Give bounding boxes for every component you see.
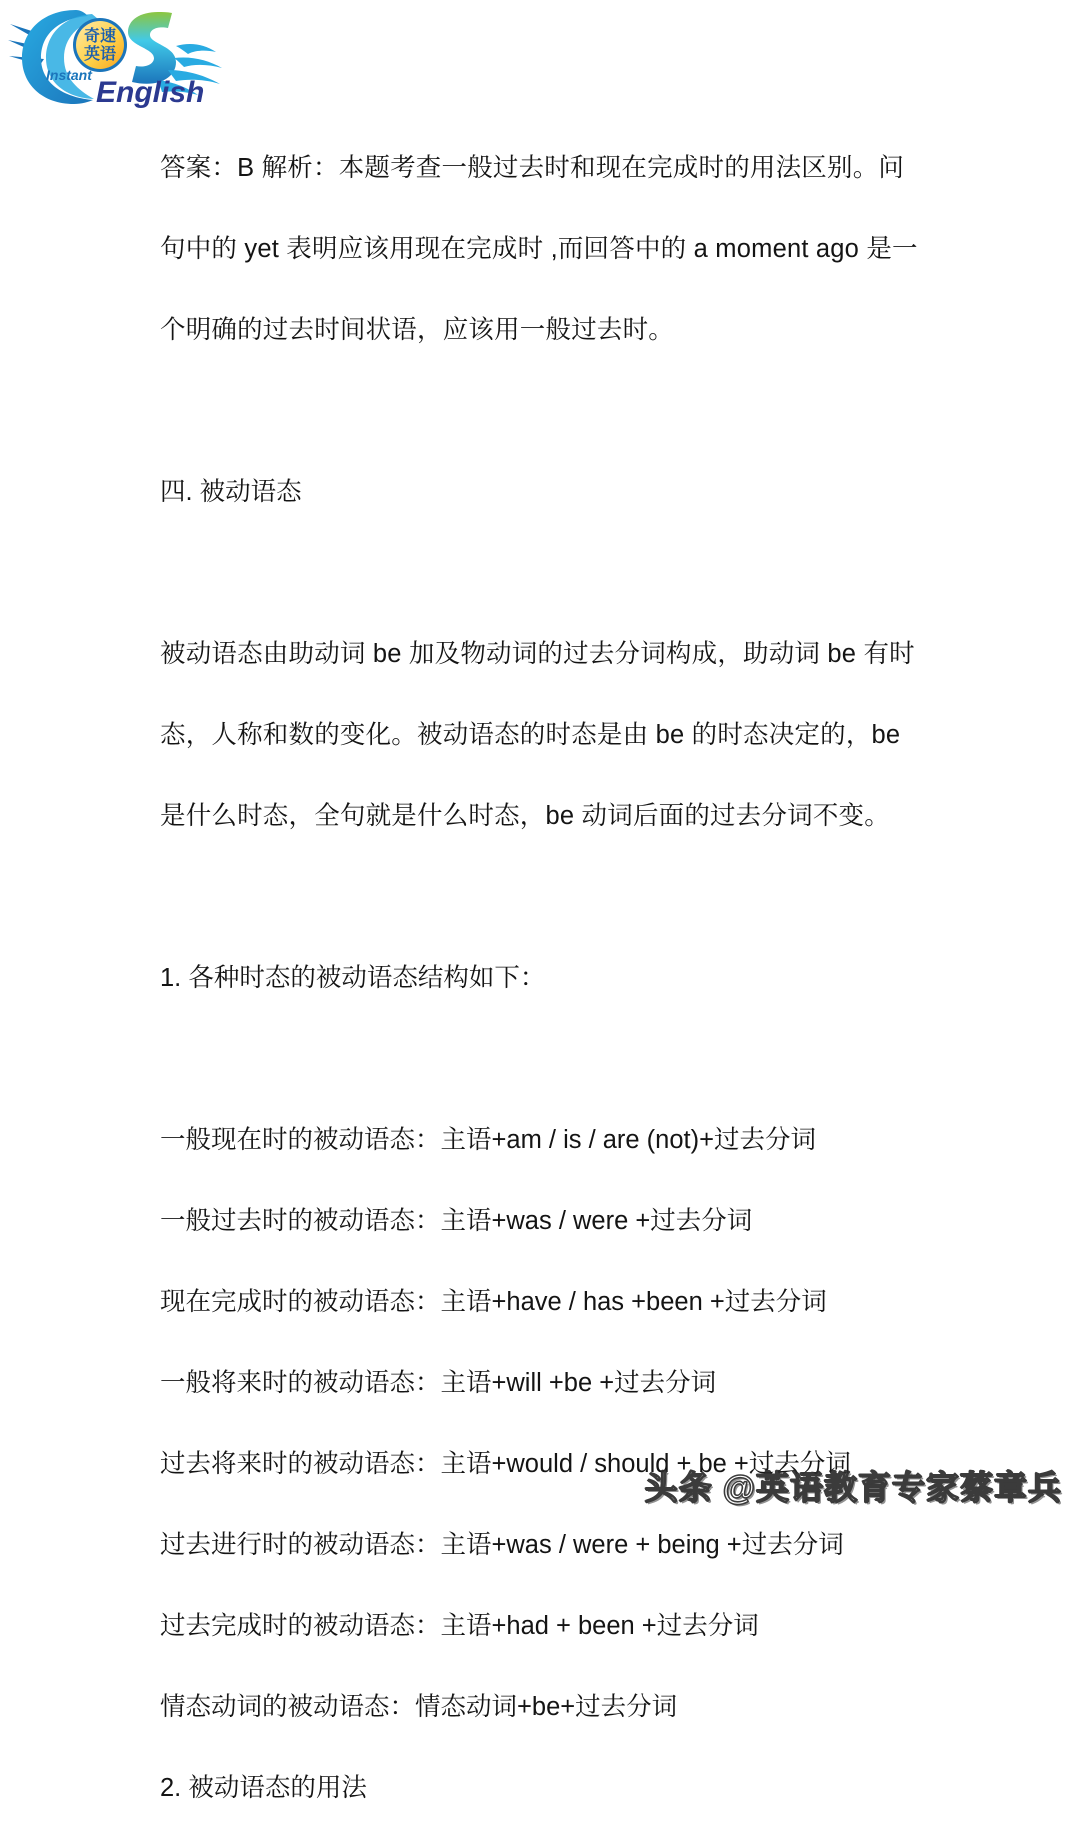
heading-subsection-2: 2. 被动语态的用法 — [160, 1774, 367, 1802]
structure-simple-present: 一般现在时的被动语态：主语+am / is / are (not)+过去分词 — [160, 1126, 817, 1154]
paragraph-answer-analysis: 答案：B 解析：本题考查一般过去时和现在完成时的用法区别。问句中的 yet 表明应该用现在完成时 ,而回答中的 a moment ago 是一个明确的过去时间状语，应该用一般过去时。 — [160, 154, 918, 344]
document-body — [160, 128, 925, 1829]
heading-section-four: 四. 被动语态 — [160, 478, 302, 506]
footer-watermark: 头条 @英语教育专家蔡章兵 — [644, 1469, 1062, 1506]
structure-simple-future: 一般将来时的被动语态：主语+will +be +过去分词 — [160, 1369, 717, 1397]
spacer — [160, 857, 925, 938]
structure-past-perfect: 过去完成时的被动语态：主语+had + been +过去分词 — [160, 1612, 759, 1640]
logo-badge-bottom-text: 英语 — [83, 46, 117, 63]
logo-tagline-large: English — [96, 76, 205, 109]
brand-logo-icon — [8, 2, 238, 114]
structure-present-perfect: 现在完成时的被动语态：主语+have / has +been +过去分词 — [160, 1288, 827, 1316]
structure-past-future: 过去将来时的被动语态：主语+would / should + be +过去分词 — [160, 1450, 851, 1478]
structure-modal-verb: 情态动词的被动语态：情态动词+be+过去分词 — [160, 1693, 678, 1721]
logo-tagline-small: Instant — [46, 67, 92, 83]
structure-past-continuous: 过去进行时的被动语态：主语+was / were + being +过去分词 — [160, 1531, 844, 1559]
logo-s-letter — [128, 12, 176, 84]
spacer — [160, 1019, 925, 1100]
spacer — [160, 371, 925, 452]
brand-logo — [8, 2, 238, 114]
heading-subsection-1: 1. 各种时态的被动语态结构如下： — [160, 964, 546, 992]
logo-badge-top-text: 奇速 — [83, 28, 117, 45]
spacer — [160, 533, 925, 614]
structure-simple-past: 一般过去时的被动语态：主语+was / were +过去分词 — [160, 1207, 753, 1235]
paragraph-passive-voice-intro: 被动语态由助动词 be 加及物动词的过去分词构成，助动词 be 有时态，人称和数的变化。被动语态的时态是由 be 的时态决定的，be 是什么时态，全句就是什么时态，be 动词后面的过去分词不变。 — [160, 640, 915, 830]
